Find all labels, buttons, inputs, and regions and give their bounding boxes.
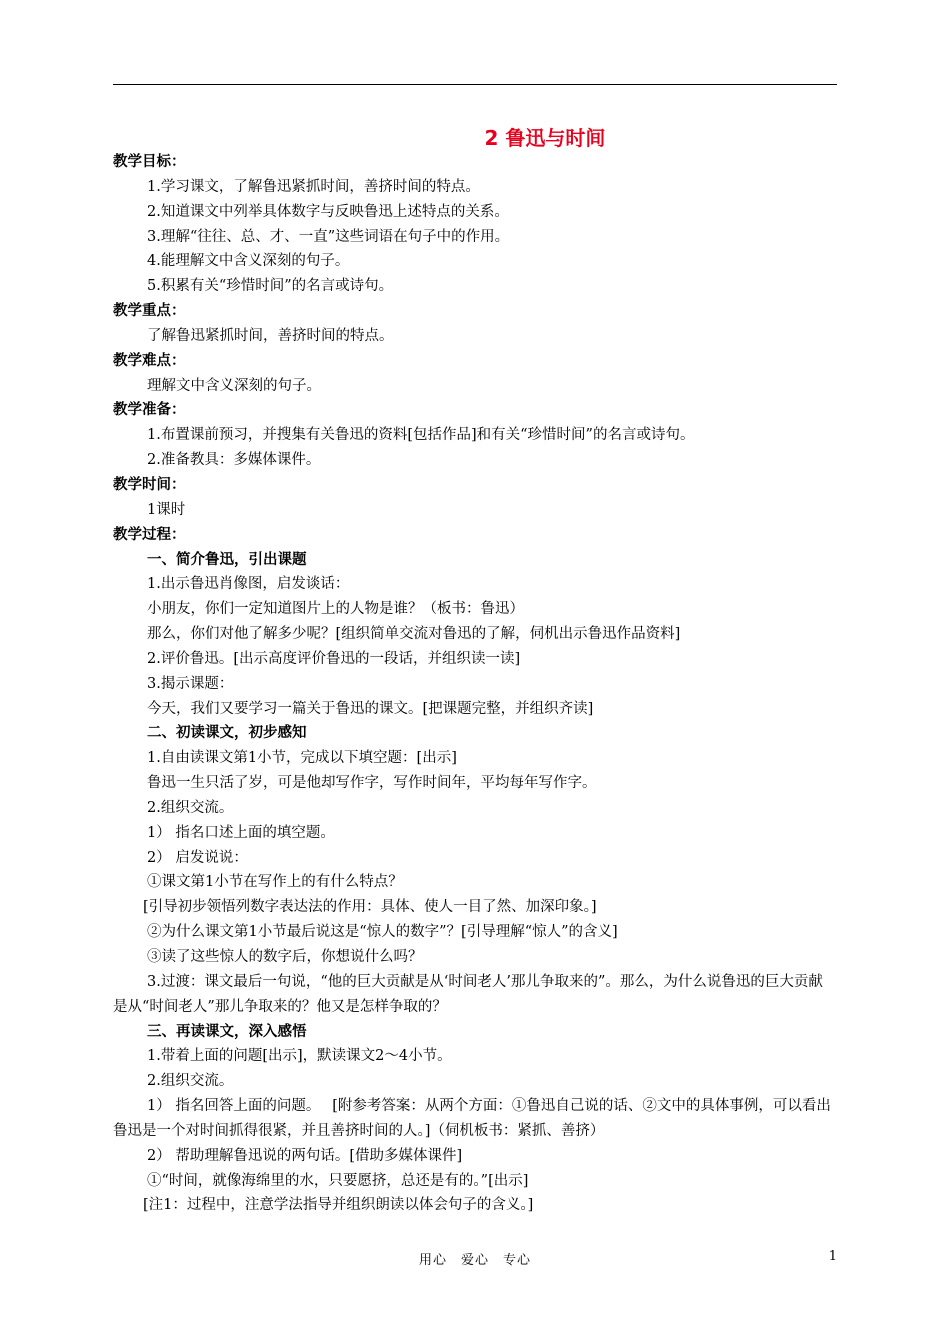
part3-heading: 三、再读课文，深入感悟: [147, 1023, 307, 1040]
header-rule: [113, 84, 837, 85]
part2-line: 2.组织交流。: [147, 799, 234, 816]
part3-line: 1.带着上面的问题[出示]，默读课文2～4小节。: [147, 1048, 452, 1065]
part1-line: 小朋友，你们一定知道图片上的人物是谁？（板书：鲁迅）: [147, 601, 524, 618]
part2-line: 1） 指名口述上面的填空题。: [147, 824, 335, 841]
part2-line: 2） 启发说说：: [147, 849, 248, 866]
objective-item: 5.积累有关“珍惜时间”的名言或诗句。: [147, 278, 394, 295]
document-body: [113, 150, 837, 1218]
part2-line: ①课文第1小节在写作上的有什么特点？: [147, 874, 403, 891]
part1-line: 2.评价鲁迅。[出示高度评价鲁迅的一段话，并组织读一读]: [147, 650, 521, 667]
part1-line: 那么，你们对他了解多少呢？[组织简单交流对鲁迅的了解，伺机出示鲁迅作品资料]: [147, 626, 681, 643]
part2-line: ③读了这些惊人的数字后，你想说什么吗？: [147, 949, 423, 965]
part2-line: 1.自由读课文第1小节，完成以下填空题：[出示]: [147, 750, 457, 767]
section-heading-key-points: 教学重点：: [113, 303, 186, 320]
part3-paragraph: 1） 指名回答上面的问题。 [附参考答案：从两个方面：①鲁迅自己说的话、②文中的具体事例，可以看出鲁迅是一个对时间抓得很紧，并且善挤时间的人。]（伺机板书：紧抓、善挤）: [113, 1098, 831, 1139]
part3-line: 2.组织交流。: [147, 1073, 234, 1090]
footer-motto: 用心 爱心 专心: [418, 1253, 531, 1268]
preparation-item: 2.准备教具：多媒体课件。: [147, 452, 321, 469]
part1-line: 1.出示鲁迅肖像图，启发谈话：: [147, 576, 350, 593]
part3-line: 2） 帮助理解鲁迅说的两句话。[借助多媒体课件]: [147, 1147, 463, 1164]
part1-line: 3.揭示课题：: [147, 675, 234, 692]
page-number: 1: [828, 1249, 837, 1264]
time-text: 1课时: [147, 501, 186, 518]
difficulties-text: 理解文中含义深刻的句子。: [147, 377, 321, 394]
objective-item: 3.理解“往往、总、才、一直”这些词语在句子中的作用。: [147, 228, 510, 245]
section-heading-preparation: 教学准备：: [113, 402, 186, 419]
part2-line: ②为什么课文第1小节最后说这是“惊人的数字”？[引导理解“惊人”的含义]: [147, 924, 618, 941]
page-title: 2 鲁迅与时间: [484, 126, 606, 150]
objective-item: 1.学习课文，了解鲁迅紧抓时间，善挤时间的特点。: [147, 178, 480, 195]
part2-line: 鲁迅一生只活了岁，可是他却写作字，写作时间年，平均每年写作字。: [147, 775, 597, 792]
part3-line: ①“时间，就像海绵里的水，只要愿挤，总还是有的。”[出示]: [147, 1172, 529, 1189]
part2-paragraph: 3.过渡：课文最后一句说，“他的巨大贡献是从‘时间老人’那儿争取来的”。那么，为什么说鲁迅的巨大贡献是从“时间老人”那儿争取来的？他又是怎样争取的？: [113, 973, 823, 1015]
section-heading-time: 教学时间：: [113, 476, 186, 493]
part1-line: 今天，我们又要学习一篇关于鲁迅的课文。[把课题完整，并组织齐读]: [147, 700, 594, 717]
objective-item: 2.知道课文中列举具体数字与反映鲁迅上述特点的关系。: [147, 203, 509, 220]
part2-heading: 二、初读课文，初步感知: [147, 725, 307, 742]
objective-item: 4.能理解文中含义深刻的句子。: [147, 253, 350, 270]
preparation-item: 1.布置课前预习，并搜集有关鲁迅的资料[包括作品]和有关“珍惜时间”的名言或诗句。: [147, 427, 695, 444]
page-footer: [113, 1249, 837, 1268]
part1-heading: 一、简介鲁迅，引出课题: [147, 551, 307, 568]
section-heading-difficulties: 教学难点：: [113, 352, 186, 369]
part3-note: [注1：过程中，注意学法指导并组织朗读以体会句子的含义。]: [143, 1197, 534, 1214]
section-heading-process: 教学过程：: [113, 526, 186, 543]
key-points-text: 了解鲁迅紧抓时间，善挤时间的特点。: [147, 327, 394, 344]
part2-note: [引导初步领悟列数字表达法的作用：具体、使人一目了然、加深印象。]: [143, 899, 597, 916]
section-heading-objectives: 教学目标：: [113, 154, 186, 170]
